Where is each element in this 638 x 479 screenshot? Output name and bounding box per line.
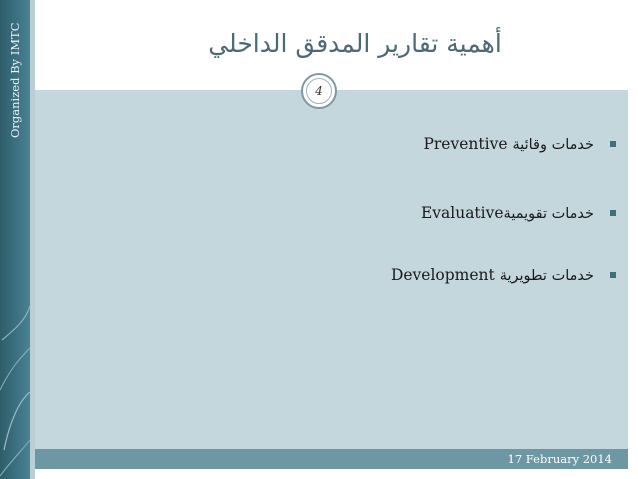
bullet-item-preventive [423,131,616,157]
bullet-item-development [391,262,616,288]
square-bullet-icon [610,141,616,147]
page-number: 4 [306,78,332,104]
side-bar [0,0,30,479]
square-bullet-icon [610,210,616,216]
organizer-label: Organized By IMTC [8,22,22,138]
square-bullet-icon [610,272,616,278]
slide-title: أهمية تقارير المدقق الداخلي [208,29,502,58]
bullet-arabic-text: خدمات وقائية [512,137,594,153]
bullet-item-evaluative [421,200,616,226]
bottom-strip [35,469,628,479]
slide-date: 17 February 2014 [507,452,612,466]
bullet-arabic-text: خدمات تطويرية [499,268,594,284]
header-band [35,0,638,90]
bullet-english-text: Evaluative [420,204,504,222]
swirl-decoration-icon [0,300,30,479]
page-number-badge [301,73,337,109]
bullet-arabic-text: خدمات تقويمية [503,206,594,222]
bullet-english-text: Preventive [423,135,508,153]
right-margin [628,0,638,479]
bullet-english-text: Development [390,266,495,284]
